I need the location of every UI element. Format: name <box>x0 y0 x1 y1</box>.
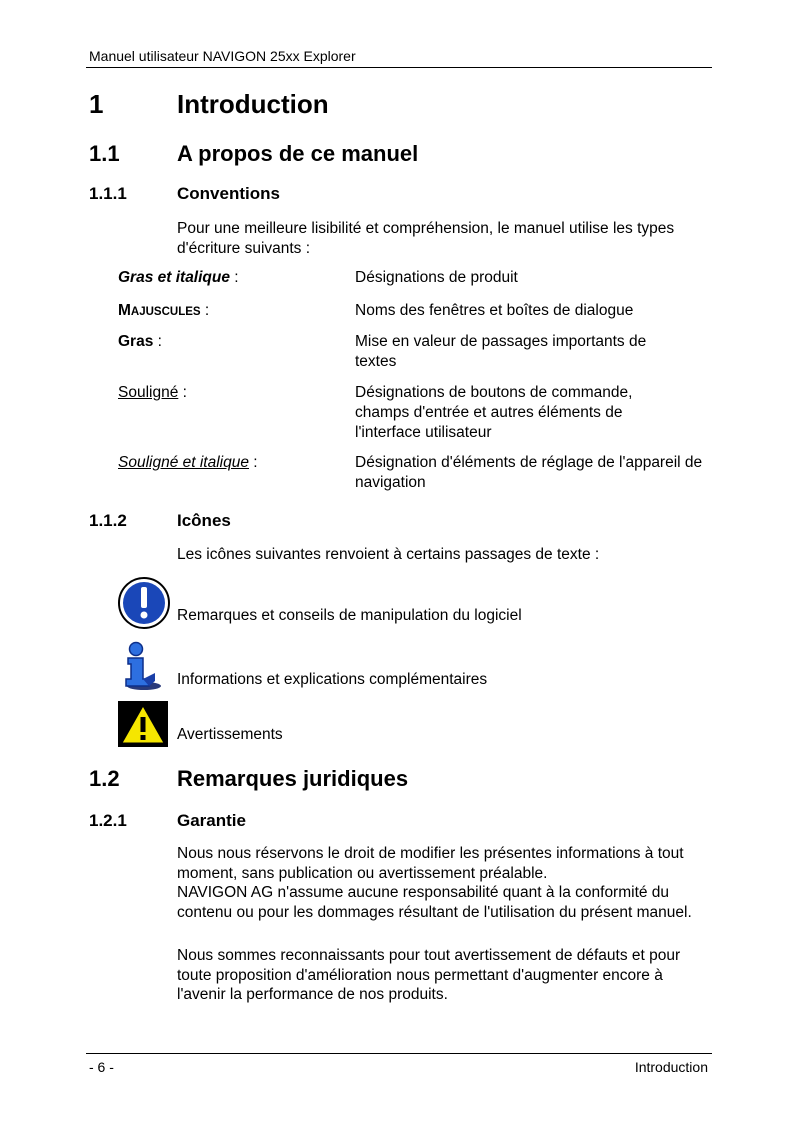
convention-desc: Mise en valeur de passages importants de textes <box>355 333 647 370</box>
subsection-title: Conventions <box>177 184 280 203</box>
convention-desc: Désignations de produit <box>355 269 518 286</box>
convention-desc: Noms des fenêtres et boîtes de dialogue <box>355 302 634 319</box>
section-title: A propos de ce manuel <box>177 141 419 166</box>
icon-description: Informations et explications complémentaires <box>177 671 488 688</box>
header-rule <box>86 67 712 68</box>
convention-label: Gras : <box>118 333 162 350</box>
subsection-number: 1.1.2 <box>89 511 127 530</box>
exclamation-icon <box>117 576 171 630</box>
section-title: Remarques juridiques <box>177 766 409 791</box>
subsection-title: Icônes <box>177 511 231 530</box>
subsection-title: Garantie <box>177 811 246 830</box>
convention-desc: Désignations de boutons de commande, champs d'entrée et autres éléments de l'interface utilisateur <box>355 384 633 441</box>
section-number: 1.2 <box>89 766 120 791</box>
subsection-number: 1.2.1 <box>89 811 127 830</box>
convention-label: Souligné : <box>118 384 187 401</box>
warning-icon <box>117 700 169 748</box>
convention-label: Gras et italique : <box>118 269 239 286</box>
convention-label: Souligné et italique : <box>118 454 258 471</box>
convention-label: MAJUSCULES : <box>118 302 210 319</box>
info-person-icon <box>119 641 165 691</box>
convention-desc: Désignation d'éléments de réglage de l'appareil de navigation <box>355 454 703 491</box>
icon-description: Avertissements <box>177 726 283 743</box>
subsection-number: 1.1.1 <box>89 184 127 203</box>
footer-section: Introduction <box>634 1059 708 1075</box>
icons-intro: Les icônes suivantes renvoient à certains passages de texte : <box>177 546 600 563</box>
icon-description: Remarques et conseils de manipulation du logiciel <box>177 607 522 624</box>
conventions-intro: Pour une meilleure lisibilité et compréhension, le manuel utilise les types d'écriture suivants : <box>177 220 675 257</box>
warranty-paragraph: Nous nous réservons le droit de modifier les présentes informations à tout moment, sans publication ou avertissement préalable. NAVIGON AG n'assume aucune responsabilité quant à la conformité du contenu ou pour les dommages résultant de l'utilisation du présent manuel. <box>177 845 692 921</box>
running-header: Manuel utilisateur NAVIGON 25xx Explorer <box>89 48 356 64</box>
warranty-paragraph: Nous sommes reconnaissants pour tout avertissement de défauts et pour toute proposition d'amélioration nous permettant d'augmenter encore à l'avenir la performance de nos produits. <box>177 947 681 1003</box>
section-number: 1.1 <box>89 141 120 166</box>
footer-rule <box>86 1053 712 1054</box>
chapter-title: Introduction <box>177 89 329 119</box>
chapter-number: 1 <box>89 89 104 119</box>
page-number: - 6 - <box>89 1059 114 1075</box>
